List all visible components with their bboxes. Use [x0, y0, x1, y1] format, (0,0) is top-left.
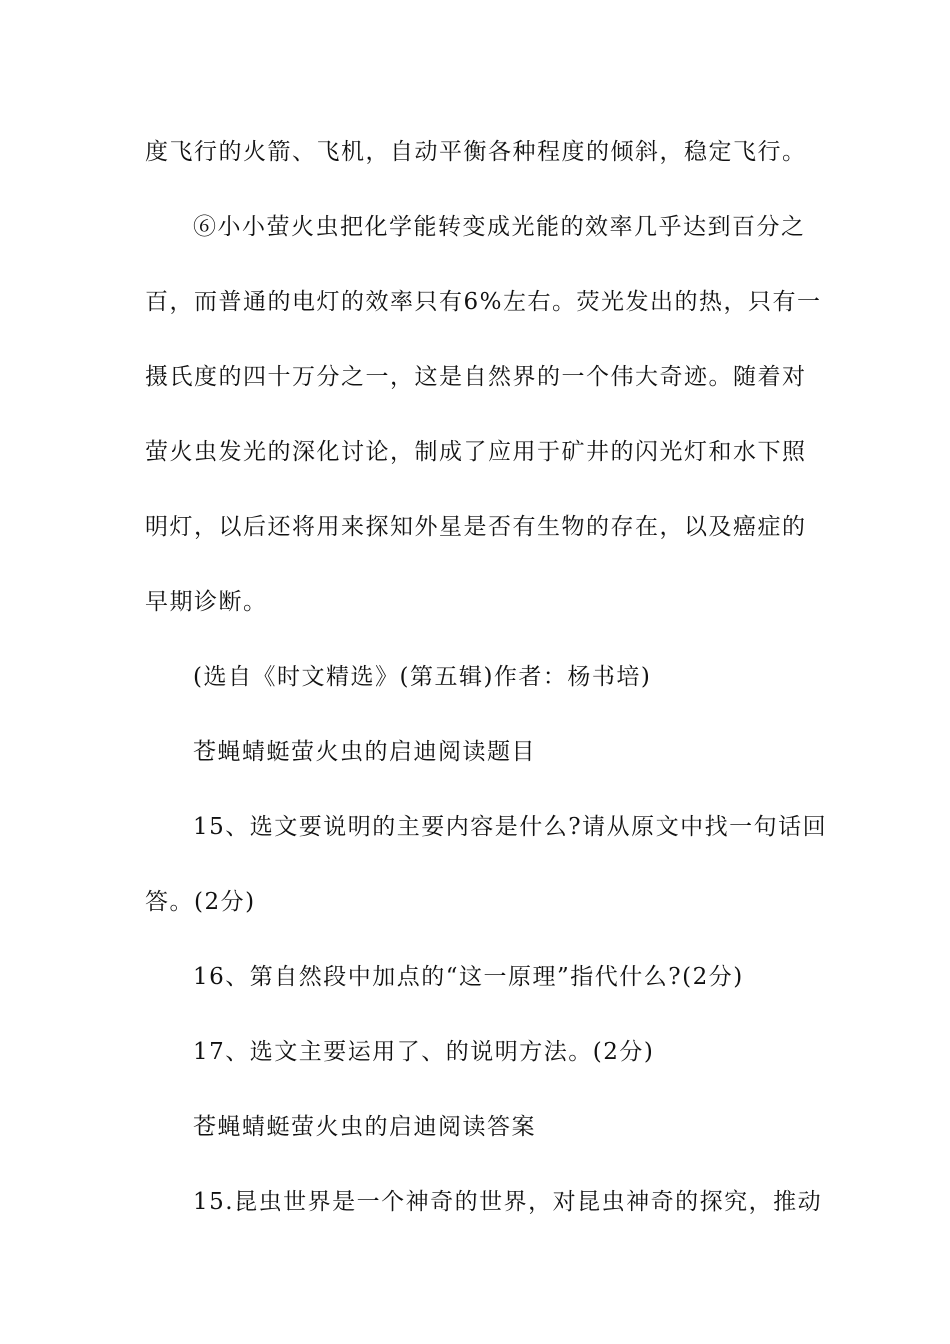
paragraph-6-line-6: 早期诊断。 — [145, 589, 268, 615]
question-17: 17、选文主要运用了、的说明方法。(2分) — [193, 1039, 655, 1065]
answer-15-line-1: 15.昆虫世界是一个神奇的世界，对昆虫神奇的探究，推动 — [193, 1189, 823, 1215]
paragraph-6-line-5: 明灯，以后还将用来探知外星是否有生物的存在，以及癌症的 — [145, 514, 807, 540]
paragraph-6-line-1: ⑥小小萤火虫把化学能转变成光能的效率几乎达到百分之 — [193, 214, 806, 240]
paragraph-6-line-4: 萤火虫发光的深化讨论，制成了应用于矿井的闪光灯和水下照 — [145, 439, 807, 465]
questions-heading: 苍蝇蜻蜓萤火虫的启迪阅读题目 — [193, 739, 536, 765]
question-15-line-2: 答。(2分) — [145, 889, 256, 915]
question-16: 16、第自然段中加点的“这一原理”指代什么?(2分) — [193, 964, 744, 990]
question-15-line-1: 15、选文要说明的主要内容是什么?请从原文中找一句话回 — [193, 814, 828, 840]
source-citation: (选自《时文精选》(第五辑)作者：杨书培) — [193, 664, 652, 690]
paragraph-6-line-2: 百，而普通的电灯的效率只有6%左右。荧光发出的热，只有一 — [145, 289, 822, 315]
answers-heading: 苍蝇蜻蜓萤火虫的启迪阅读答案 — [193, 1114, 536, 1140]
paragraph-5-end-line: 度飞行的火箭、飞机，自动平衡各种程度的倾斜，稳定飞行。 — [145, 139, 807, 165]
paragraph-6-line-3: 摄氏度的四十万分之一，这是自然界的一个伟大奇迹。随着对 — [145, 364, 807, 390]
